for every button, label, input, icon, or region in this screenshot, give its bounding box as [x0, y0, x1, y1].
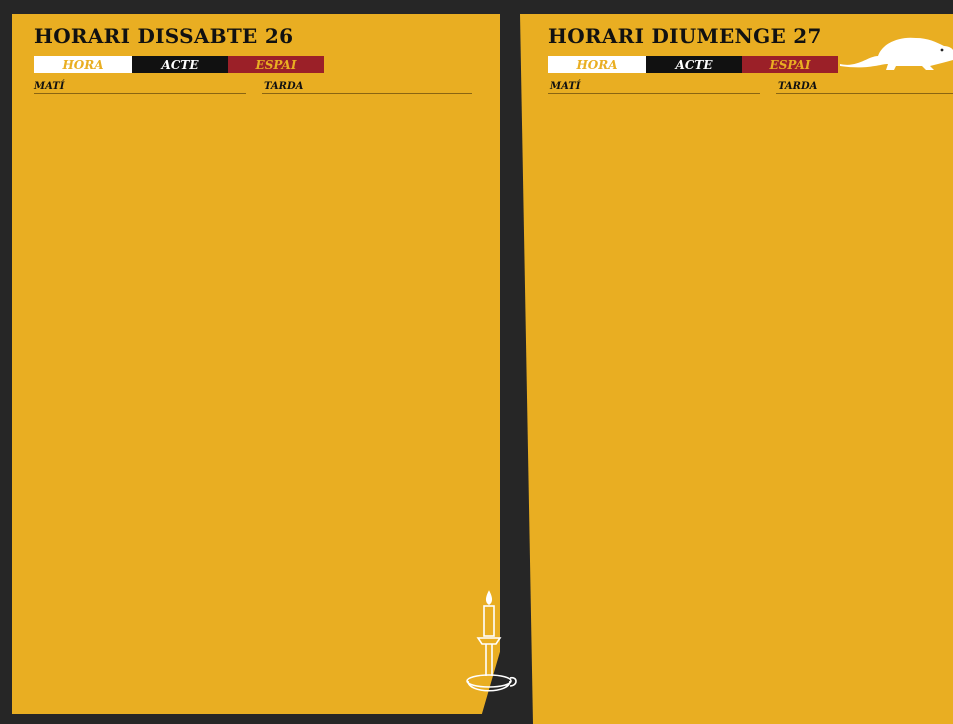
- header-hora: HORA: [34, 56, 132, 73]
- header-hora: HORA: [548, 56, 646, 73]
- divider: [34, 93, 246, 94]
- saturday-panel: [12, 14, 500, 714]
- sunday-title: HORARI DIUMENGE 27: [548, 24, 822, 48]
- rat-icon: [838, 26, 953, 72]
- sunday-col-tarda: TARDA: [778, 81, 818, 92]
- divider: [548, 93, 760, 94]
- saturday-col-mati: MATÍ: [34, 81, 65, 92]
- saturday-title: HORARI DISSABTE 26: [34, 24, 294, 48]
- sunday-panel: [520, 14, 953, 724]
- divider: [262, 93, 472, 94]
- header-acte: ACTE: [646, 56, 742, 73]
- saturday-col-tarda: TARDA: [264, 81, 304, 92]
- sunday-col-mati: MATÍ: [550, 81, 581, 92]
- sunday-header-bar: [548, 56, 838, 73]
- header-espai: ESPAI: [742, 56, 838, 73]
- saturday-header-bar: [34, 56, 324, 73]
- header-espai: ESPAI: [228, 56, 324, 73]
- divider: [776, 93, 953, 94]
- candle-icon: [458, 586, 520, 706]
- header-acte: ACTE: [132, 56, 228, 73]
